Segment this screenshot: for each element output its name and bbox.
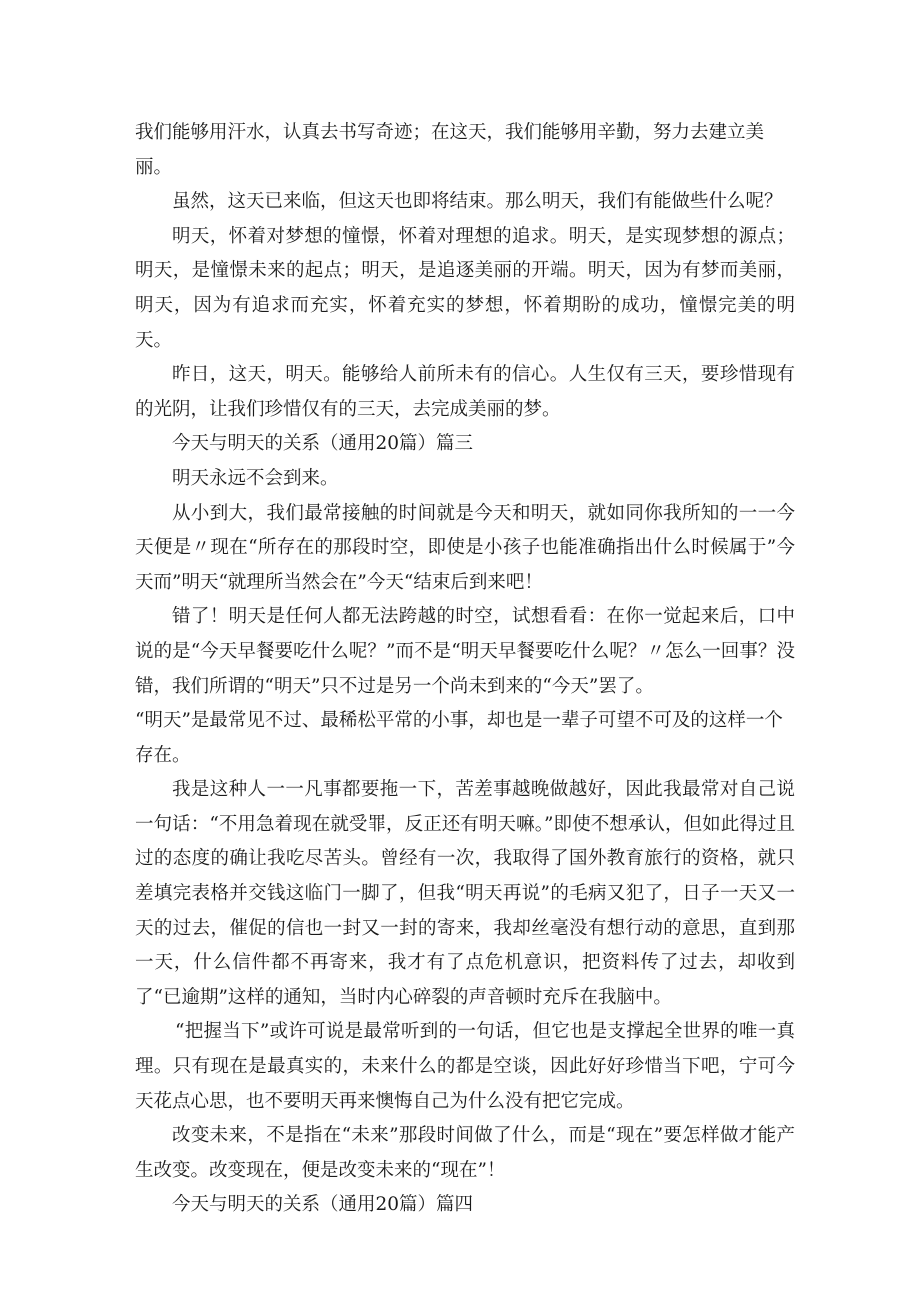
paragraph: 明天，怀着对梦想的憧憬，怀着对理想的追求。明天，是实现梦想的源点；明天，是憧憬未来的起点；明天，是追逐美丽的开端。明天，因为有梦而美丽，明天，因为有追求而充实，怀着充实的梦想，怀着期盼的成功，憧憬完美的明天。 — [135, 225, 795, 351]
paragraph: 错了！明天是任何人都无法跨越的时空，试想看看：在你一觉起来后，口中说的是“今天早餐要吃什么呢？”而不是“明天早餐要吃什么呢？〃怎么一回事？没错，我们所谓的“明天”只不过是另一个尚未到来的“今天”罢了。 — [135, 606, 795, 697]
paragraph: “明天”是最常见不过、最稀松平常的小事，却也是一辈子可望不可及的这样一个存在。 — [135, 710, 783, 766]
paragraph: 明天永远不会到来。 — [172, 467, 339, 489]
document-body — [135, 116, 795, 1223]
paragraph: 改变未来，不是指在“未来”那段时间做了什么，而是“现在”要怎样做才能产生改变。改变现在，便是改变未来的“现在”！ — [135, 1125, 795, 1181]
paragraph: “把握当下”或许可说是最常听到的一句话，但它也是支撑起全世界的唯一真理。只有现在是最真实的，未来什么的都是空谈，因此好好珍惜当下吧，宁可今天花点心思，也不要明天再来懊悔自己为什么没有把它完成。 — [135, 1021, 795, 1112]
paragraph: 我们能够用汗水，认真去书写奇迹；在这天，我们能够用辛勤，努力去建立美丽。 — [135, 122, 765, 178]
paragraph: 我是这种人一一凡事都要拖一下，苦差事越晚做越好，因此我最常对自己说一句话：“不用急着现在就受罪，反正还有明天嘛。”即使不想承认，但如此得过且过的态度的确让我吃尽苦头。曾经有一次，我取得了国外教育旅行的资格，就只差填完表格并交钱这临门一脚了，但我“明天再说”的毛病又犯了，日子一天又一天的过去，催促的信也一封又一封的寄来，我却丝毫没有想行动的意思，直到那一天，什么信件都不再寄来，我才有了点危机意识，把资料传了过去，却收到了“已逾期”这样的通知，当时内心碎裂的声音顿时充斥在我脑中。 — [135, 779, 795, 1008]
paragraph: 昨日，这天，明天。能够给人前所未有的信心。人生仅有三天，要珍惜现有的光阴，让我们珍惜仅有的三天，去完成美丽的梦。 — [135, 364, 795, 420]
section-heading: 今天与明天的关系（通用20篇）篇四 — [172, 1194, 474, 1216]
paragraph: 虽然，这天已来临，但这天也即将结束。那么明天，我们有能做些什么呢？ — [172, 191, 783, 213]
section-heading: 今天与明天的关系（通用20篇）篇三 — [172, 433, 474, 455]
paragraph: 从小到大，我们最常接触的时间就是今天和明天，就如同你我所知的一一今天便是〃现在“所存在的那段时空，即使是小孩子也能准确指出什么时候属于”今天而”明天“就理所当然会在”今天“结束后到来吧！ — [135, 502, 795, 593]
